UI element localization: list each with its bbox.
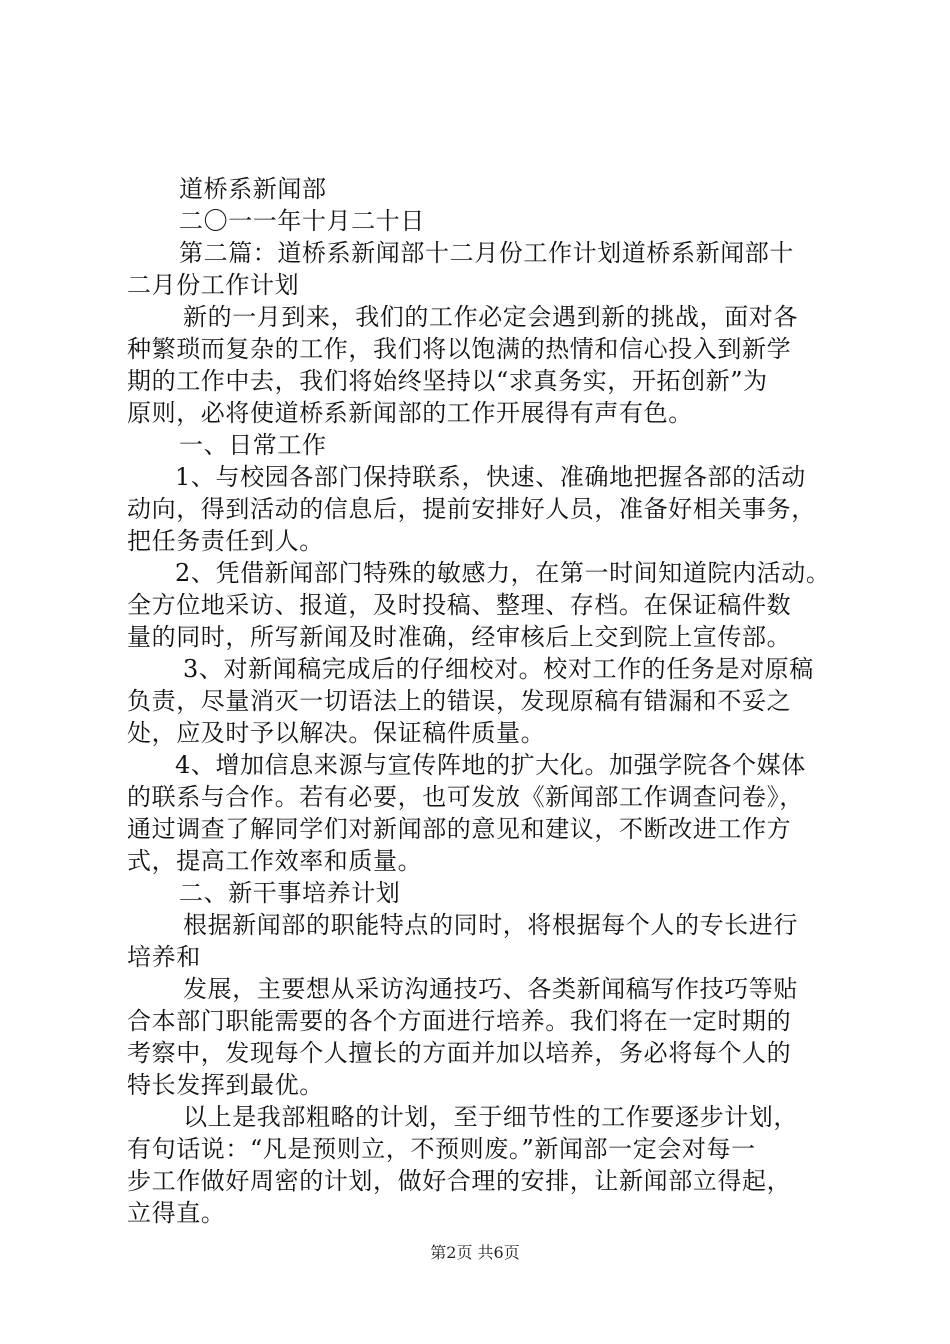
item-4-line: 式，提高工作效率和质量。 — [127, 847, 423, 875]
closing-paragraph-line: 有句话说：“凡是预则立，不预则废。”新闻部一定会对每一 — [127, 1135, 756, 1163]
training-paragraph-line: 培养和 — [127, 943, 201, 971]
item-1-line: 动向，得到活动的信息后，提前安排好人员，准备好相关事务， — [127, 495, 816, 523]
closing-paragraph-line: 步工作做好周密的计划，做好合理的安排，让新闻部立得起， — [127, 1167, 792, 1195]
closing-paragraph-line: 立得直。 — [127, 1199, 226, 1227]
item-1-line: 1、与校园各部门保持联系，快速、准确地把握各部的活动 — [175, 463, 806, 491]
item-1-line: 把任务责任到人。 — [127, 527, 324, 555]
item-2-line: 量的同时，所写新闻及时准确，经审核后上交到院上宣传部。 — [127, 623, 792, 651]
item-3-line: 3、对新闻稿完成后的仔细校对。校对工作的任务是对原稿 — [183, 655, 814, 683]
intro-paragraph-line: 新的一月到来，我们的工作必定会遇到新的挑战，面对各 — [183, 303, 798, 331]
intro-paragraph-line: 期的工作中去，我们将始终坚持以“求真务实，开拓创新”为 — [127, 367, 768, 395]
item-4-line: 通过调查了解同学们对新闻部的意见和建议，不断改进工作方 — [127, 815, 792, 843]
intro-paragraph-line: 种繁琐而复杂的工作，我们将以饱满的热情和信心投入到新学 — [127, 335, 792, 363]
item-4-line: 的联系与合作。若有必要，也可发放《新闻部工作调查问卷》， — [127, 783, 804, 811]
training-paragraph-line: 根据新闻部的职能特点的同时，将根据每个人的专长进行 — [183, 911, 798, 939]
closing-paragraph-line: 以上是我部粗略的计划，至于细节性的工作要逐步计划， — [183, 1103, 798, 1131]
section-title-cont: 二月份工作计划 — [127, 271, 300, 299]
training-paragraph-line: 特长发挥到最优。 — [127, 1071, 324, 1099]
section-title: 第二篇：道桥系新闻部十二月份工作计划道桥系新闻部十 — [179, 239, 794, 267]
heading-daily-work: 一、日常工作 — [179, 431, 327, 459]
intro-paragraph-line: 原则，必将使道桥系新闻部的工作开展得有声有色。 — [127, 399, 693, 427]
item-2-line: 2、凭借新闻部门特殊的敏感力，在第一时间知道院内活动。 — [175, 559, 831, 587]
item-4-line: 4、增加信息来源与宣传阵地的扩大化。加强学院各个媒体 — [175, 751, 806, 779]
signature-date: 二〇一一年十月二十日 — [179, 207, 425, 235]
signature-department: 道桥系新闻部 — [179, 175, 327, 203]
item-3-line: 负责，尽量消灭一切语法上的错误，发现原稿有错漏和不妥之 — [127, 687, 792, 715]
item-3-line: 处，应及时予以解决。保证稿件质量。 — [127, 719, 546, 747]
training-paragraph-line: 合本部门职能需要的各个方面进行培养。我们将在一定时期的 — [127, 1007, 792, 1035]
page-number-footer: 第2页 共6页 — [430, 1243, 520, 1262]
document-body — [127, 173, 835, 1229]
heading-training-plan: 二、新干事培养计划 — [179, 879, 401, 907]
item-2-line: 全方位地采访、报道，及时投稿、整理、存档。在保证稿件数 — [127, 591, 792, 619]
training-paragraph-line: 发展，主要想从采访沟通技巧、各类新闻稿写作技巧等贴 — [183, 975, 798, 1003]
training-paragraph-line: 考察中，发现每个人擅长的方面并加以培养，务必将每个人的 — [127, 1039, 792, 1067]
